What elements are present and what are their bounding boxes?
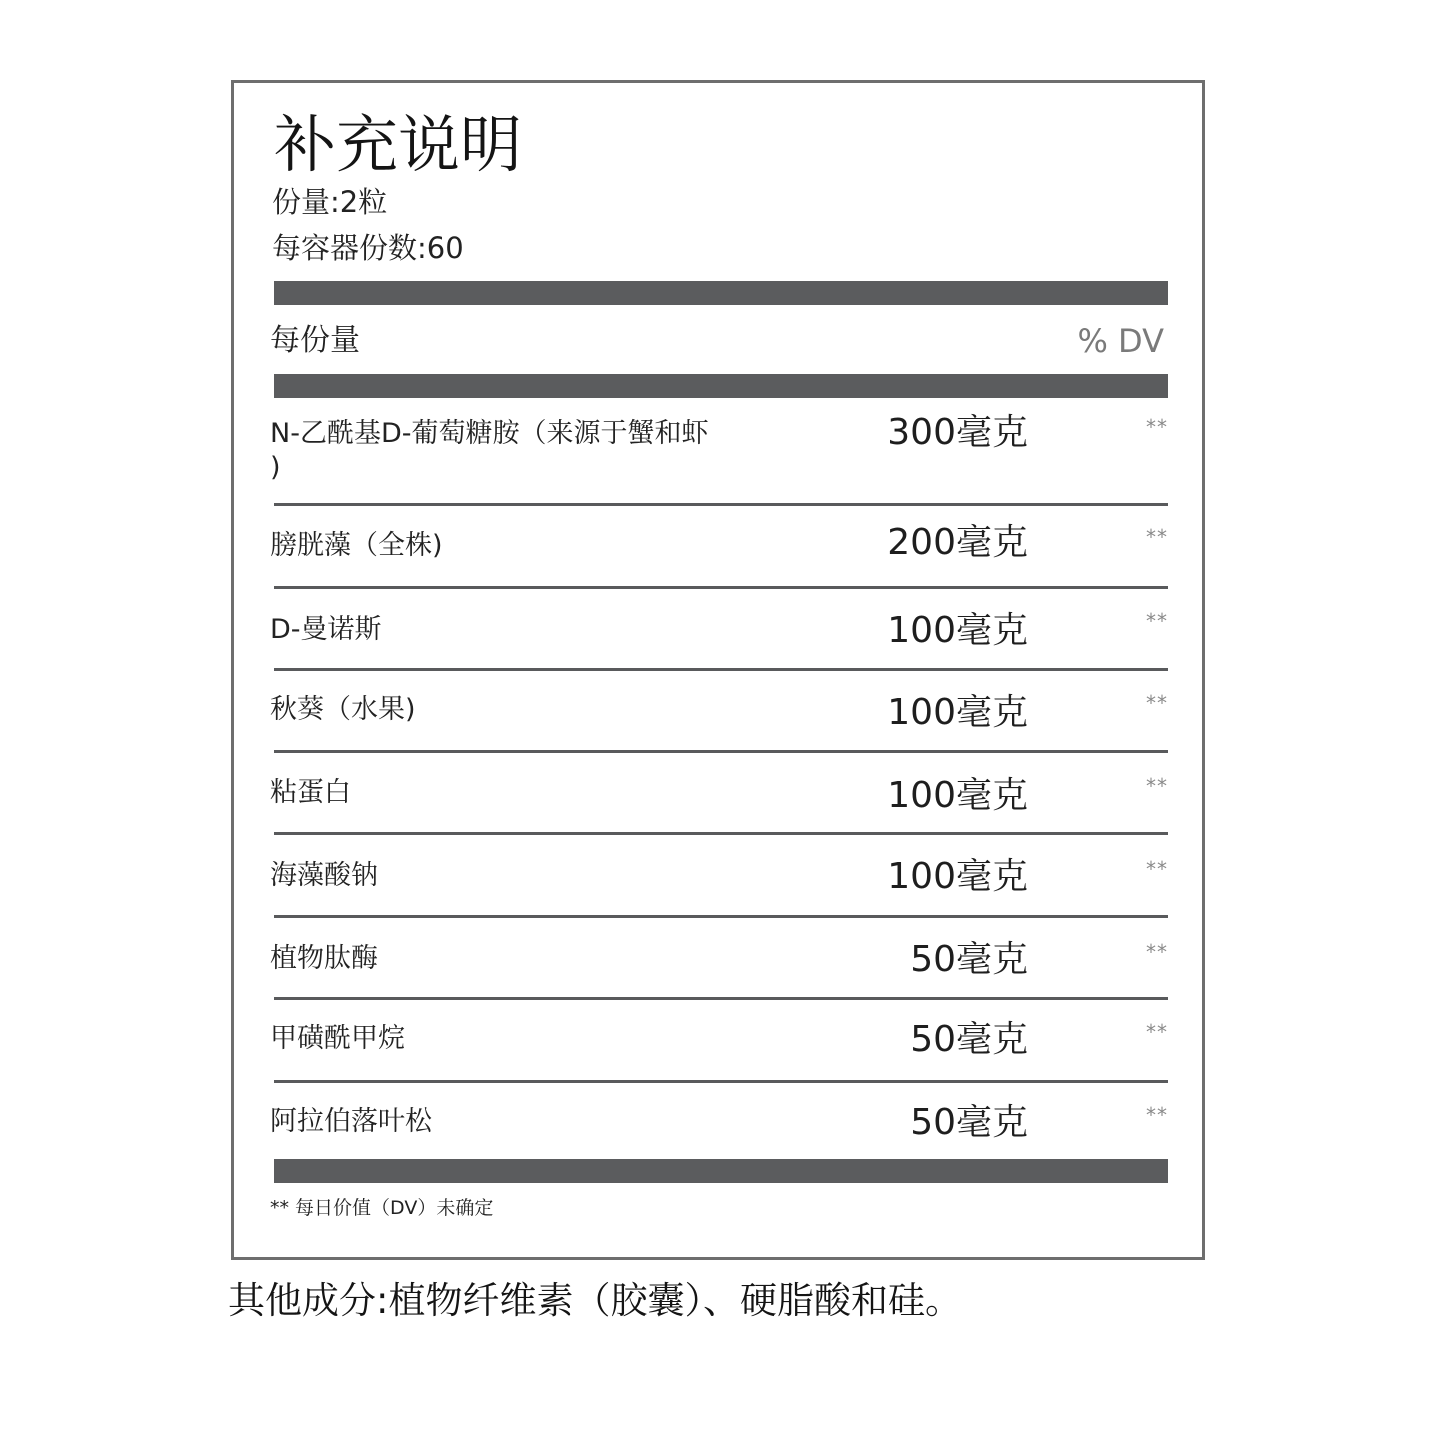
ingredient-dv: ** [1146,857,1168,881]
ingredient-name: 阿拉伯落叶松 [270,1106,432,1137]
ingredient-name: 秋葵（水果) [270,694,416,725]
other-ingredients: 其他成分:植物纤维素（胶囊）、硬脂酸和硅。 [228,1279,962,1322]
ingredient-name-continued: ) [270,452,281,483]
ingredient-name: 植物肽酶 [270,943,378,974]
ingredient-dv: ** [1146,1103,1168,1127]
row-divider [274,668,1168,671]
ingredient-dv: ** [1146,940,1168,964]
ingredient-amount: 300毫克 [887,412,1028,453]
row-divider [274,832,1168,835]
ingredient-amount: 100毫克 [887,775,1028,816]
amount-per-serving-header: 每份量 [270,323,360,358]
ingredient-name: 膀胱藻（全株) [270,530,443,561]
ingredient-amount: 50毫克 [910,1102,1028,1143]
ingredient-dv: ** [1146,525,1168,549]
row-divider [274,915,1168,918]
ingredient-amount: 100毫克 [887,856,1028,897]
row-divider [274,1080,1168,1083]
row-divider [274,503,1168,506]
thick-divider-top [274,281,1168,305]
dv-footnote: ** 每日价值（DV）未确定 [270,1197,494,1219]
supplement-facts-label [231,80,1205,1260]
ingredient-name: 海藻酸钠 [270,860,378,891]
row-divider [274,997,1168,1000]
label-title: 补充说明 [274,108,523,181]
row-divider [274,586,1168,589]
ingredient-amount: 200毫克 [887,522,1028,563]
ingredient-amount: 100毫克 [887,610,1028,651]
ingredient-dv: ** [1146,774,1168,798]
ingredient-amount: 100毫克 [887,692,1028,733]
ingredient-name: 甲磺酰甲烷 [270,1023,405,1054]
ingredient-amount: 50毫克 [910,1019,1028,1060]
thick-divider-bottom [274,1159,1168,1183]
ingredient-dv: ** [1146,691,1168,715]
ingredient-name: N-乙酰基D-葡萄糖胺（来源于蟹和虾 [270,418,709,449]
serving-size: 份量:2粒 [272,185,388,219]
servings-per-container: 每容器份数:60 [272,231,464,265]
ingredient-amount: 50毫克 [910,939,1028,980]
ingredient-dv: ** [1146,1020,1168,1044]
ingredient-name: 粘蛋白 [270,777,351,808]
ingredient-name: D-曼诺斯 [270,614,382,645]
ingredient-dv: ** [1146,415,1168,439]
ingredient-dv: ** [1146,609,1168,633]
row-divider [274,750,1168,753]
thick-divider-middle [274,374,1168,398]
dv-header: % DV [1077,322,1164,360]
